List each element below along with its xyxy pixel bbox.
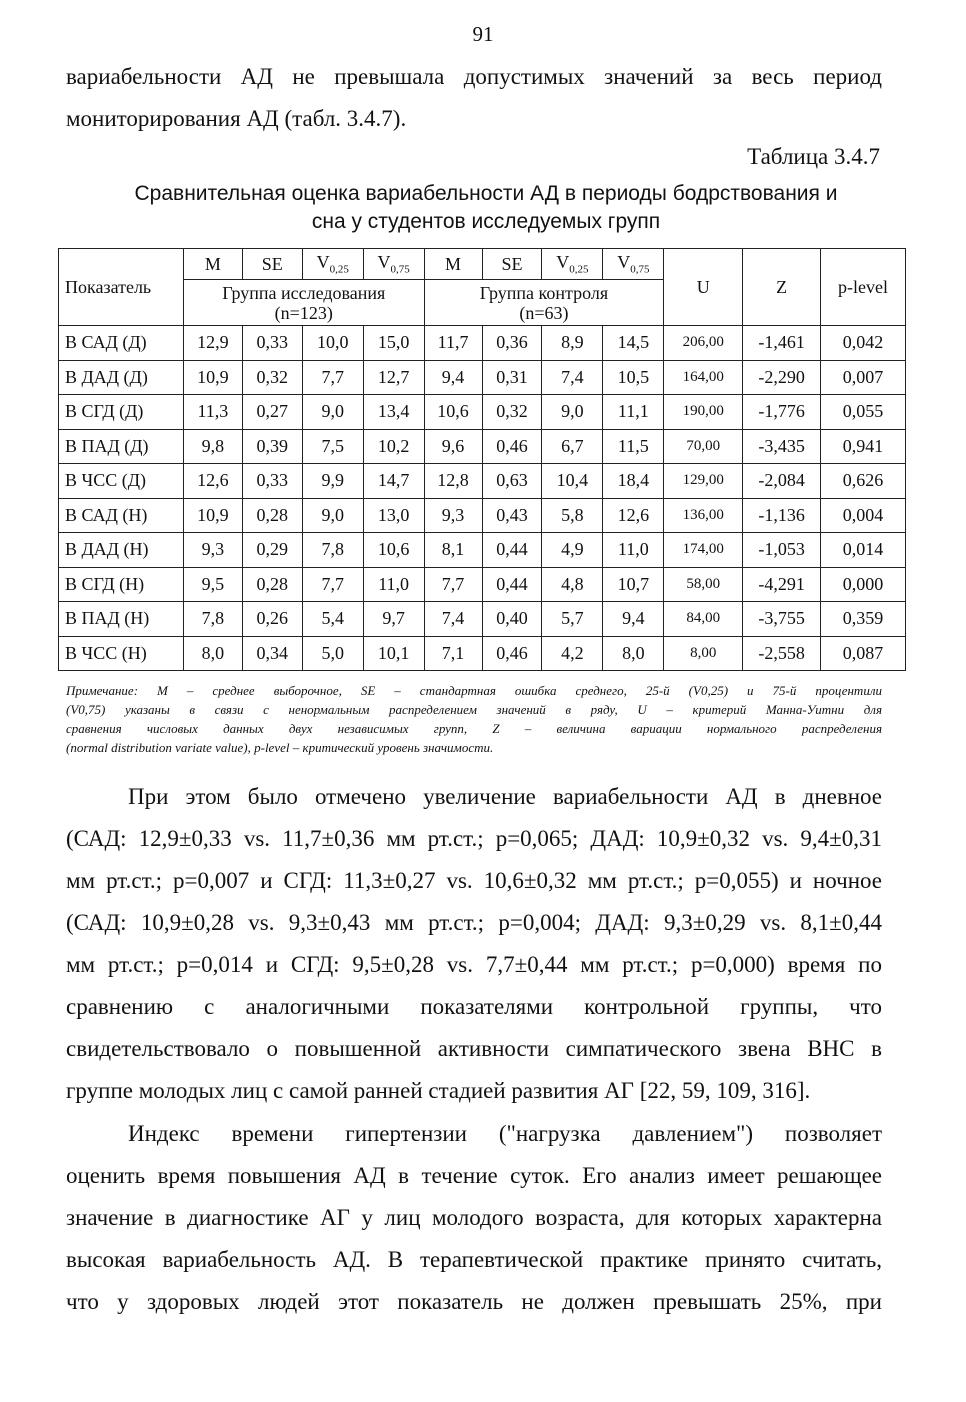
table-row [59, 429, 906, 464]
cell-u: 174,00 [664, 533, 743, 568]
cell-v25-2: 8,9 [542, 326, 603, 361]
cell-p: 0,014 [821, 533, 906, 568]
cell-v25-1: 9,0 [302, 395, 363, 430]
header-z: Z [743, 249, 821, 326]
cell-m2: 11,7 [424, 326, 482, 361]
cell-se1: 0,28 [242, 567, 302, 602]
cell-v25-2: 5,8 [542, 498, 603, 533]
text-line: (САД: 12,9±0,33 vs. 11,7±0,36 мм рт.ст.; р=0,065; ДАД: 10,9±0,32 vs. 9,4±0,31 [66, 826, 882, 851]
cell-p: 0,007 [821, 360, 906, 395]
cell-v25-1: 9,9 [302, 464, 363, 499]
table-note [66, 681, 882, 757]
table-row [59, 498, 906, 533]
cell-v75-1: 10,6 [363, 533, 424, 568]
row-label: В ПАД (Д) [59, 429, 184, 464]
cell-se2: 0,32 [482, 395, 542, 430]
intro-paragraph [66, 56, 882, 140]
cell-m2: 7,7 [424, 567, 482, 602]
text-line: группе молодых лиц с самой ранней стадией развития АГ [22, 59, 109, 316]. [66, 1078, 811, 1103]
cell-m1: 9,8 [183, 429, 242, 464]
text-line: высокая вариабельность АД. В терапевтической практике принято считать, [66, 1247, 882, 1272]
cell-m2: 7,1 [424, 636, 482, 671]
cell-u: 70,00 [664, 429, 743, 464]
cell-m2: 10,6 [424, 395, 482, 430]
cell-v75-1: 10,2 [363, 429, 424, 464]
row-label: В СГД (Д) [59, 395, 184, 430]
cell-se1: 0,28 [242, 498, 302, 533]
cell-v75-2: 14,5 [603, 326, 664, 361]
header-m-study: M [183, 249, 242, 280]
header-group-study [183, 280, 424, 326]
cell-se2: 0,44 [482, 567, 542, 602]
cell-p: 0,087 [821, 636, 906, 671]
text-line: Индекс времени гипертензии ("нагрузка давлением") позволяет [128, 1121, 882, 1146]
cell-z: -1,136 [743, 498, 821, 533]
cell-m1: 11,3 [183, 395, 242, 430]
cell-se2: 0,44 [482, 533, 542, 568]
text-line: мм рт.ст.; р=0,007 и СГД: 11,3±0,27 vs. 10,6±0,32 мм рт.ст.; р=0,055) и ночное [66, 868, 882, 893]
cell-v25-1: 7,8 [302, 533, 363, 568]
cell-z: -1,053 [743, 533, 821, 568]
header-row [59, 249, 906, 280]
cell-m1: 10,9 [183, 360, 242, 395]
cell-se2: 0,31 [482, 360, 542, 395]
cell-p: 0,626 [821, 464, 906, 499]
text-line: что у здоровых людей этот показатель не должен превышать 25%, при [66, 1289, 882, 1314]
cell-u: 164,00 [664, 360, 743, 395]
cell-se1: 0,33 [242, 326, 302, 361]
cell-v75-2: 10,5 [603, 360, 664, 395]
cell-p: 0,004 [821, 498, 906, 533]
header-v25-control: $V_{0,25}$ [542, 249, 603, 280]
cell-u: 206,00 [664, 326, 743, 361]
cell-se1: 0,32 [242, 360, 302, 395]
cell-se1: 0,27 [242, 395, 302, 430]
cell-v25-1: 5,4 [302, 602, 363, 637]
text-line: оценить время повышения АД в течение суток. Его анализ имеет решающее [66, 1163, 882, 1188]
cell-v25-2: 4,2 [542, 636, 603, 671]
cell-p: 0,000 [821, 567, 906, 602]
header-m-control: M [424, 249, 482, 280]
cell-m2: 9,3 [424, 498, 482, 533]
cell-z: -1,461 [743, 326, 821, 361]
text-line: свидетельствовало о повышенной активности симпатического звена ВНС в [66, 1036, 882, 1061]
cell-v75-2: 11,0 [603, 533, 664, 568]
cell-u: 84,00 [664, 602, 743, 637]
text-line: вариабельности АД не превышала допустимых значений за весь период [66, 64, 882, 89]
group-study-n: (n=123) [274, 302, 333, 323]
row-label: В САД (Д) [59, 326, 184, 361]
row-label: В ДАД (Н) [59, 533, 184, 568]
comparison-table [58, 248, 906, 671]
cell-m2: 12,8 [424, 464, 482, 499]
text-line: мониторирования АД (табл. 3.4.7). [66, 106, 407, 131]
row-label: В СГД (Н) [59, 567, 184, 602]
table-caption [66, 180, 906, 236]
cell-z: -2,290 [743, 360, 821, 395]
row-label: В ЧСС (Д) [59, 464, 184, 499]
group-study-title: Группа исследования [222, 282, 386, 303]
header-p-level: p-level [821, 249, 906, 326]
caption-line: Сравнительная оценка вариабельности АД в периоды бодрствования и [134, 182, 838, 205]
cell-se2: 0,46 [482, 636, 542, 671]
cell-se2: 0,40 [482, 602, 542, 637]
cell-v75-1: 9,7 [363, 602, 424, 637]
table-row [59, 464, 906, 499]
group-control-n: (n=63) [519, 302, 569, 323]
cell-v75-2: 11,1 [603, 395, 664, 430]
cell-u: 190,00 [664, 395, 743, 430]
cell-z: -4,291 [743, 567, 821, 602]
table-row [59, 636, 906, 671]
cell-v25-1: 7,7 [302, 567, 363, 602]
table-label: Таблица 3.4.7 [747, 144, 880, 169]
cell-u: 58,00 [664, 567, 743, 602]
body-paragraph [66, 776, 882, 1112]
row-label: В САД (Н) [59, 498, 184, 533]
cell-se1: 0,39 [242, 429, 302, 464]
cell-z: -2,084 [743, 464, 821, 499]
row-label: В ПАД (Н) [59, 602, 184, 637]
cell-v75-2: 18,4 [603, 464, 664, 499]
cell-v75-1: 10,1 [363, 636, 424, 671]
cell-v75-2: 10,7 [603, 567, 664, 602]
cell-v25-1: 7,5 [302, 429, 363, 464]
page-number: 91 [472, 22, 494, 46]
table-row [59, 602, 906, 637]
header-v75-study: $V_{0,75}$ [363, 249, 424, 280]
cell-v75-2: 11,5 [603, 429, 664, 464]
row-label: В ЧСС (Н) [59, 636, 184, 671]
header-se-control: SE [482, 249, 542, 280]
cell-v25-2: 6,7 [542, 429, 603, 464]
cell-p: 0,941 [821, 429, 906, 464]
table-row [59, 360, 906, 395]
cell-u: 129,00 [664, 464, 743, 499]
cell-se2: 0,43 [482, 498, 542, 533]
cell-v75-2: 9,4 [603, 602, 664, 637]
header-indicator: Показатель [59, 249, 184, 326]
cell-v25-2: 4,9 [542, 533, 603, 568]
cell-v75-1: 12,7 [363, 360, 424, 395]
note-line: (normal distribution variate value), p-level – критический уровень значимости. [66, 740, 494, 755]
cell-v25-2: 10,4 [542, 464, 603, 499]
cell-m1: 9,5 [183, 567, 242, 602]
cell-z: -2,558 [743, 636, 821, 671]
cell-p: 0,055 [821, 395, 906, 430]
cell-v25-2: 9,0 [542, 395, 603, 430]
table-row [59, 533, 906, 568]
cell-m1: 12,9 [183, 326, 242, 361]
cell-m1: 12,6 [183, 464, 242, 499]
cell-v25-1: 10,0 [302, 326, 363, 361]
note-line: (V0,75) указаны в связи с ненормальным распределением значений в ряду, U – критерий Манна-Уитни для [66, 702, 882, 717]
cell-m2: 9,4 [424, 360, 482, 395]
cell-m1: 8,0 [183, 636, 242, 671]
note-line: Примечание: M – среднее выборочное, SE – стандартная ошибка среднего, 25-й (V0,25) и 75-й процентили [66, 683, 882, 698]
cell-u: 8,00 [664, 636, 743, 671]
cell-m1: 10,9 [183, 498, 242, 533]
header-u: U [664, 249, 743, 326]
cell-p: 0,042 [821, 326, 906, 361]
cell-se2: 0,46 [482, 429, 542, 464]
table-row [59, 326, 906, 361]
cell-se1: 0,29 [242, 533, 302, 568]
cell-z: -3,755 [743, 602, 821, 637]
group-control-title: Группа контроля [479, 282, 609, 303]
cell-v25-1: 9,0 [302, 498, 363, 533]
cell-v25-2: 7,4 [542, 360, 603, 395]
cell-v25-2: 5,7 [542, 602, 603, 637]
header-v25-study: $V_{0,25}$ [302, 249, 363, 280]
cell-se1: 0,34 [242, 636, 302, 671]
cell-se2: 0,36 [482, 326, 542, 361]
cell-m2: 7,4 [424, 602, 482, 637]
cell-v75-1: 13,4 [363, 395, 424, 430]
cell-v75-1: 15,0 [363, 326, 424, 361]
cell-m1: 9,3 [183, 533, 242, 568]
text-line: значение в диагностике АГ у лиц молодого возраста, для которых характерна [66, 1205, 882, 1230]
cell-z: -1,776 [743, 395, 821, 430]
header-v75-control: $V_{0,75}$ [603, 249, 664, 280]
cell-v25-1: 5,0 [302, 636, 363, 671]
table-row [59, 395, 906, 430]
cell-v25-2: 4,8 [542, 567, 603, 602]
text-line: (САД: 10,9±0,28 vs. 9,3±0,43 мм рт.ст.; р=0,004; ДАД: 9,3±0,29 vs. 8,1±0,44 [66, 910, 882, 935]
cell-p: 0,359 [821, 602, 906, 637]
cell-m2: 9,6 [424, 429, 482, 464]
cell-se1: 0,33 [242, 464, 302, 499]
cell-v75-1: 13,0 [363, 498, 424, 533]
body-paragraph [66, 1113, 882, 1323]
cell-v25-1: 7,7 [302, 360, 363, 395]
text-line: мм рт.ст.; р=0,014 и СГД: 9,5±0,28 vs. 7,7±0,44 мм рт.ст.; р=0,000) время по [66, 952, 882, 977]
note-line: сравнения числовых данных двух независимых групп, Z – величина вариации нормального распределения [66, 721, 882, 736]
cell-m2: 8,1 [424, 533, 482, 568]
cell-se2: 0,63 [482, 464, 542, 499]
caption-line: сна у студентов исследуемых групп [311, 210, 661, 233]
cell-v75-1: 11,0 [363, 567, 424, 602]
table-row [59, 567, 906, 602]
header-group-control [424, 280, 664, 326]
text-line: сравнению с аналогичными показателями контрольной группы, что [66, 994, 882, 1019]
cell-v75-2: 8,0 [603, 636, 664, 671]
header-se-study: SE [242, 249, 302, 280]
cell-se1: 0,26 [242, 602, 302, 637]
text-line: При этом было отмечено увеличение вариабельности АД в дневное [128, 784, 882, 809]
cell-m1: 7,8 [183, 602, 242, 637]
cell-z: -3,435 [743, 429, 821, 464]
cell-u: 136,00 [664, 498, 743, 533]
row-label: В ДАД (Д) [59, 360, 184, 395]
cell-v75-1: 14,7 [363, 464, 424, 499]
cell-v75-2: 12,6 [603, 498, 664, 533]
